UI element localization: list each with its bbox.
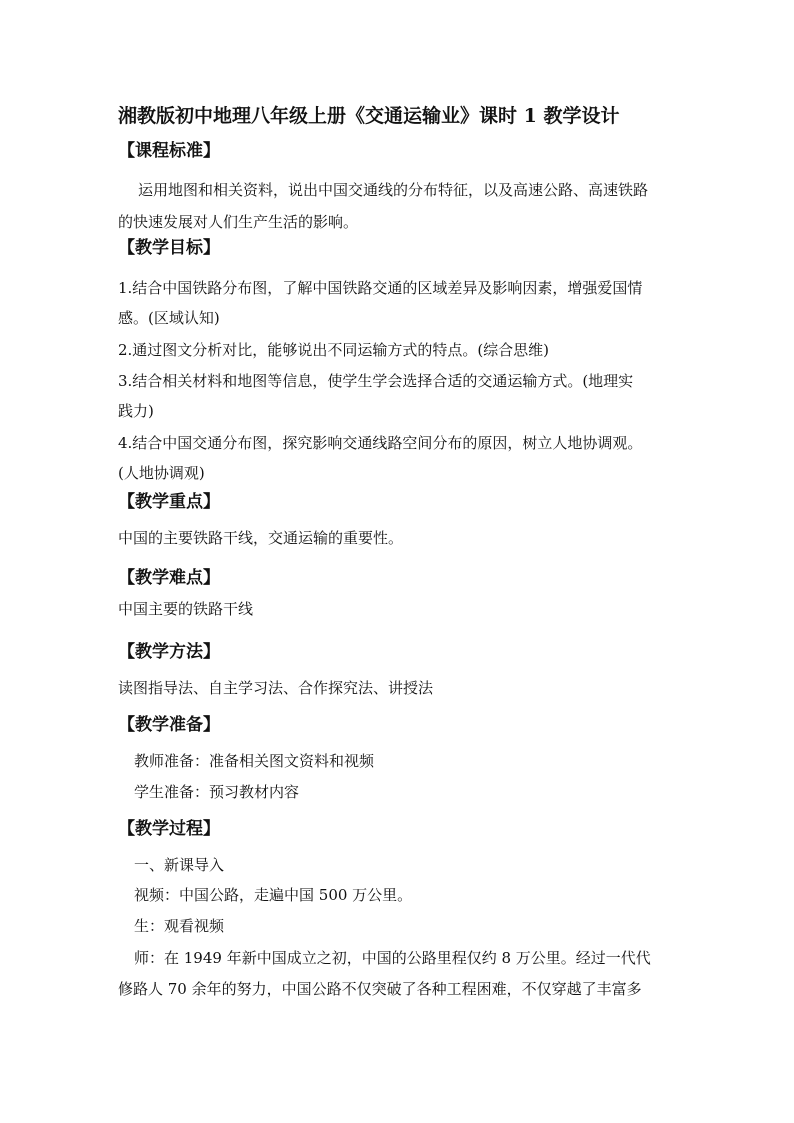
objective-line-1: 1.结合中国铁路分布图，了解中国铁路交通的区域差异及影响因素，增强爱国情	[118, 279, 643, 297]
heading-preparation: 【教学准备】	[118, 715, 220, 735]
document-title: 湘教版初中地理八年级上册《交通运输业》课时 1 教学设计	[118, 105, 620, 127]
objective-line-2: 感。(区域认知)	[118, 309, 220, 327]
heading-key-points: 【教学重点】	[118, 492, 220, 512]
process-line-5: 修路人 70 余年的努力，中国公路不仅突破了各种工程困难，不仅穿越了丰富多	[118, 980, 642, 998]
process-line-3: 生：观看视频	[134, 917, 225, 935]
standard-line-1: 运用地图和相关资料，说出中国交通线的分布特征，以及高速公路、高速铁路	[138, 181, 649, 199]
heading-difficulties: 【教学难点】	[118, 568, 220, 588]
objective-line-6: 4.结合中国交通分布图，探究影响交通线路空间分布的原因，树立人地协调观。	[118, 434, 643, 452]
difficulties-line-1: 中国主要的铁路干线	[118, 600, 254, 618]
preparation-line-1: 教师准备：准备相关图文资料和视频	[134, 752, 375, 770]
process-line-1: 一、新课导入	[134, 856, 225, 874]
heading-course-standard: 【课程标准】	[118, 141, 220, 161]
preparation-line-2: 学生准备：预习教材内容	[134, 783, 300, 801]
standard-line-2: 的快速发展对人们生产生活的影响。	[118, 213, 359, 231]
objective-line-7: (人地协调观)	[118, 464, 205, 482]
process-line-4: 师：在 1949 年新中国成立之初，中国的公路里程仅约 8 万公里。经过一代代	[134, 949, 651, 967]
objective-line-3: 2.通过图文分析对比，能够说出不同运输方式的特点。(综合思维)	[118, 341, 550, 359]
objective-line-4: 3.结合相关材料和地图等信息，使学生学会选择合适的交通运输方式。(地理实	[118, 372, 634, 390]
objective-line-5: 践力)	[118, 402, 154, 420]
key-points-line-1: 中国的主要铁路干线，交通运输的重要性。	[118, 529, 404, 547]
heading-teaching-methods: 【教学方法】	[118, 642, 220, 662]
process-line-2: 视频：中国公路，走遍中国 500 万公里。	[134, 886, 413, 904]
heading-teaching-process: 【教学过程】	[118, 819, 220, 839]
methods-line-1: 读图指导法、自主学习法、合作探究法、讲授法	[118, 679, 434, 697]
heading-teaching-objectives: 【教学目标】	[118, 238, 220, 258]
